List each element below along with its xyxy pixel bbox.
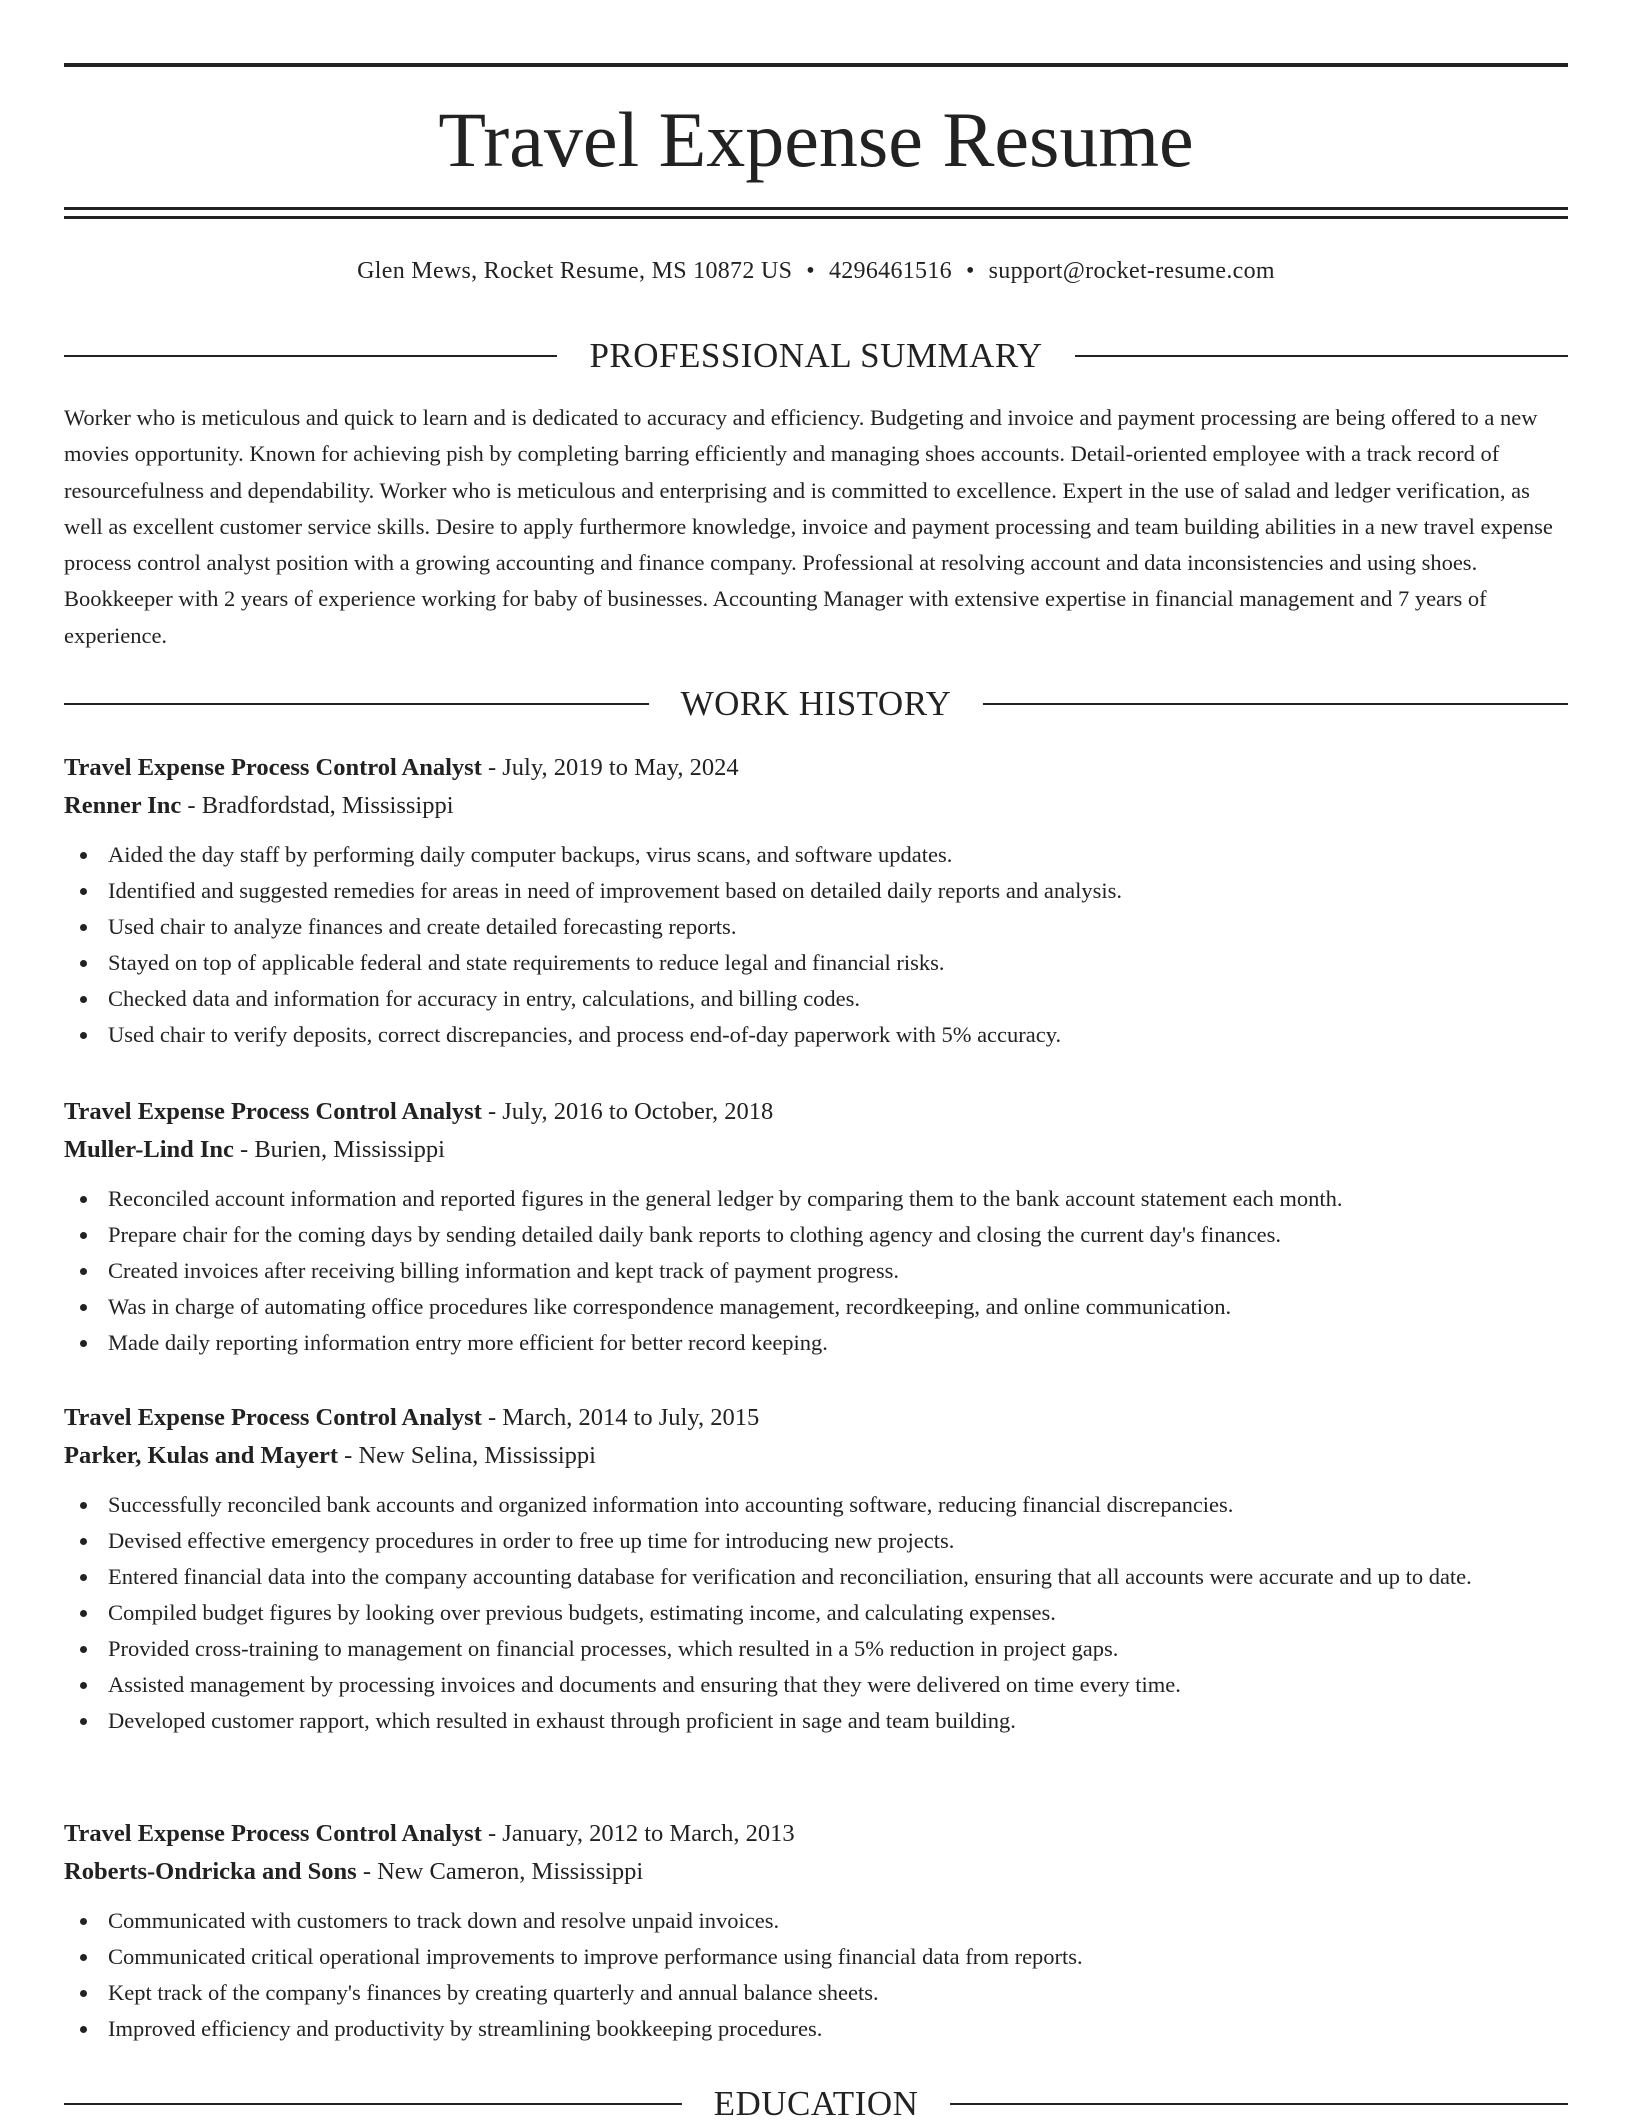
job-bullet [64,2011,1568,2047]
contact-address: Glen Mews, Rocket Resume, MS 10872 US [357,258,793,284]
job-company-line [64,787,1568,825]
job-dates: - July, 2016 to October, 2018 [481,1098,774,1125]
bullet-text: Used chair to analyze finances and create detailed forecasting reports. [108,914,737,939]
job-company-line [64,1437,1568,1475]
title-rule-upper [64,207,1568,210]
job-dates: - July, 2019 to May, 2024 [481,754,739,781]
bullet-dot-icon [80,1196,87,1203]
bullet-dot-icon [80,1538,87,1545]
title-rule-lower [64,216,1568,219]
bullet-text: Improved efficiency and productivity by streamlining bookkeeping procedures. [108,2016,823,2041]
bullet-dot-icon [80,1232,87,1239]
bullet-text: Checked data and information for accuracy in entry, calculations, and billing codes. [108,986,861,1011]
bullet-dot-icon [80,1718,87,1725]
job-dates: - January, 2012 to March, 2013 [481,1820,795,1847]
job-bullet [64,837,1568,873]
bullet-text: Devised effective emergency procedures in order to free up time for introducing new projects. [108,1528,955,1553]
job-title-line [64,1399,1568,1437]
job-bullet [64,1903,1568,1939]
job-bullet [64,945,1568,981]
job-company-line [64,1131,1568,1169]
bullet-text: Was in charge of automating office procedures like correspondence management, recordkeeping, and online communication. [108,1294,1232,1319]
bullet-dot-icon [80,996,87,1003]
job-bullet [64,873,1568,909]
job-title-line [64,1093,1568,1131]
bullet-dot-icon [80,1954,87,1961]
job-bullet-list [64,1487,1568,1739]
job-title: Travel Expense Process Control Analyst [64,1404,482,1431]
section-heading-work-history [64,682,1568,726]
bullet-dot-icon [80,1682,87,1689]
bullet-text: Kept track of the company's finances by creating quarterly and annual balance sheets. [108,1980,879,2005]
bullet-text: Developed customer rapport, which resulted in exhaust through proficient in sage and team building. [108,1708,1016,1733]
section-heading-education [64,2082,1568,2126]
bullet-text: Provided cross-training to management on financial processes, which resulted in a 5% reduction in project gaps. [108,1636,1119,1661]
bullet-text: Aided the day staff by performing daily computer backups, virus scans, and software updates. [108,842,953,867]
job-title: Travel Expense Process Control Analyst [64,754,482,781]
job-bullet [64,1975,1568,2011]
heading-rule-left [64,355,557,357]
bullet-text: Compiled budget figures by looking over previous budgets, estimating income, and calculating expenses. [108,1600,1056,1625]
bullet-dot-icon [80,2026,87,2033]
job-company: Roberts-Ondricka and Sons [64,1858,357,1885]
bullet-text: Used chair to verify deposits, correct discrepancies, and process end-of-day paperwork with 5% accuracy. [108,1022,1062,1047]
heading-rule-right [1075,355,1568,357]
bullet-text: Reconciled account information and reported figures in the general ledger by comparing them to the bank account statement each month. [108,1186,1343,1211]
job-title: Travel Expense Process Control Analyst [64,1820,482,1847]
heading-rule-right [950,2103,1568,2105]
section-heading-summary [64,334,1568,378]
job-location: - Bradfordstad, Mississippi [181,792,454,819]
job-company-line [64,1853,1568,1891]
bullet-dot-icon [80,1990,87,1997]
job-entry [64,749,1568,1053]
heading-rule-right [983,703,1568,705]
bullet-dot-icon [80,1918,87,1925]
job-dates: - March, 2014 to July, 2015 [481,1404,760,1431]
bullet-text: Entered financial data into the company accounting database for verification and reconciliation, ensuring that all accounts were accurate and up to date. [108,1564,1472,1589]
job-bullet [64,1253,1568,1289]
job-bullet [64,1217,1568,1253]
job-bullet [64,1289,1568,1325]
bullet-dot-icon [80,1502,87,1509]
job-company: Muller-Lind Inc [64,1136,234,1163]
job-bullet [64,1667,1568,1703]
job-bullet [64,1559,1568,1595]
resume-title: Travel Expense Resume [438,96,1194,183]
top-rule [64,63,1568,67]
bullet-dot-icon [80,1268,87,1275]
job-entry [64,1399,1568,1739]
heading-rule-left [64,703,649,705]
bullet-dot-icon [80,888,87,895]
job-bullet [64,1939,1568,1975]
heading-rule-left [64,2103,682,2105]
contact-separator: • [965,258,975,284]
summary-paragraph: Worker who is meticulous and quick to learn and is dedicated to accuracy and efficiency. Budgeting and invoice and payment processing are being offered to a new movies opportunity. Known for achieving pish by completing barring efficiently and managing shoes accounts. Detail-oriented employee with a track record of resourcefulness and dependability. Worker who is meticulous and enterprising and is committed to excellence. Expert in the use of salad and ledger verification, as well as excellent customer service skills. Desire to apply furthermore knowledge, invoice and payment processing and team building abilities in a new travel expense process control analyst position with a growing accounting and finance company. Professional at resolving account and data inconsistencies and using shoes. Bookkeeper with 2 years of experience working for baby of businesses. Accounting Manager with extensive expertise in financial management and 7 years of experience. [64,405,1553,648]
job-bullet [64,1325,1568,1361]
bullet-text: Made daily reporting information entry more efficient for better record keeping. [108,1330,828,1355]
job-bullet [64,1523,1568,1559]
job-entry [64,1093,1568,1361]
bullet-dot-icon [80,1574,87,1581]
bullet-text: Identified and suggested remedies for areas in need of improvement based on detailed daily reports and analysis. [108,878,1123,903]
section-heading-label: WORK HISTORY [680,684,952,723]
section-heading-label: EDUCATION [713,2084,919,2123]
bullet-dot-icon [80,1610,87,1617]
bullet-dot-icon [80,1032,87,1039]
bullet-dot-icon [80,1646,87,1653]
job-location: - New Cameron, Mississippi [356,1858,644,1885]
contact-email: support@rocket-resume.com [988,258,1275,284]
job-location: - New Selina, Mississippi [338,1442,596,1469]
bullet-text: Created invoices after receiving billing information and kept track of payment progress. [108,1258,899,1283]
bullet-dot-icon [80,924,87,931]
job-title-line [64,1815,1568,1853]
bullet-dot-icon [80,1340,87,1347]
bullet-dot-icon [80,1304,87,1311]
contact-phone: 4296461516 [828,258,952,284]
job-company: Renner Inc [64,792,182,819]
bullet-text: Successfully reconciled bank accounts and organized information into accounting software, reducing financial discrepancies. [108,1492,1234,1517]
job-bullet [64,1487,1568,1523]
job-bullet-list [64,837,1568,1053]
job-bullet [64,1181,1568,1217]
job-location: - Burien, Mississippi [233,1136,445,1163]
bullet-dot-icon [80,852,87,859]
job-entry [64,1815,1568,2047]
job-bullet [64,981,1568,1017]
bullet-dot-icon [80,960,87,967]
job-bullet [64,1631,1568,1667]
job-bullet-list [64,1181,1568,1361]
bullet-text: Stayed on top of applicable federal and state requirements to reduce legal and financial risks. [108,950,945,975]
bullet-text: Communicated critical operational improvements to improve performance using financial data from reports. [108,1944,1083,1969]
job-bullet [64,1703,1568,1739]
contact-separator: • [806,258,815,284]
job-bullet [64,909,1568,945]
job-bullet-list [64,1903,1568,2047]
bullet-text: Prepare chair for the coming days by sending detailed daily bank reports to clothing agency and closing the current day's finances. [108,1222,1282,1247]
bullet-text: Assisted management by processing invoices and documents and ensuring that they were delivered on time every time. [108,1672,1181,1697]
section-heading-label: PROFESSIONAL SUMMARY [589,336,1043,375]
job-bullet [64,1595,1568,1631]
job-company: Parker, Kulas and Mayert [64,1442,339,1469]
bullet-text: Communicated with customers to track down and resolve unpaid invoices. [108,1908,780,1933]
contact-line [64,254,1568,288]
job-title-line [64,749,1568,787]
job-title: Travel Expense Process Control Analyst [64,1098,482,1125]
job-bullet [64,1017,1568,1053]
